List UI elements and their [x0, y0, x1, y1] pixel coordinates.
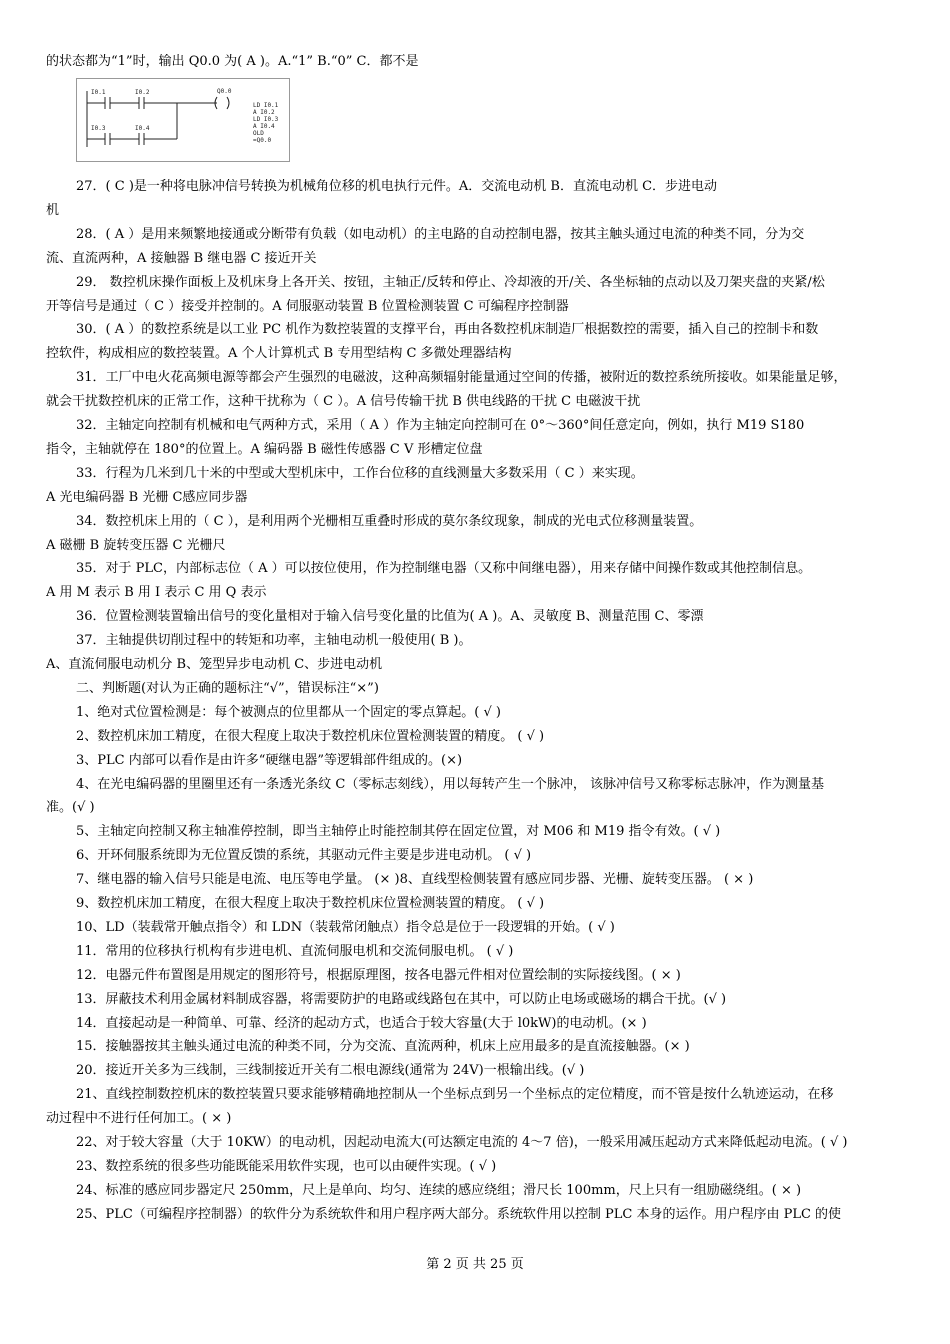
stl-line: A I0.2 — [253, 109, 275, 116]
text-line: 20．接近开关多为三线制，三线制接近开关有二根电源线(通常为 24V)一根输出线。(√ ) — [76, 1063, 585, 1078]
text-line: A 磁栅 B 旋转变压器 C 光栅尺 — [46, 538, 226, 553]
text-line: 1、绝对式位置检测是：每个被测点的位里都从一个固定的零点算起。( √ ) — [76, 705, 501, 720]
stl-line: A I0.4 — [253, 123, 275, 130]
text-line: 14．直接起动是一种简单、可靠、经济的起动方式，也适合于较大容量(大于 l0kW)的电动机。(× ) — [76, 1016, 647, 1031]
text-line: 指令，主轴就停在 180°的位置上。A 编码器 B 磁性传感器 C V 形槽定位盘 — [46, 442, 483, 457]
text-line: 6、开环伺服系统即为无位置反馈的系统，其驱动元件主要是步进电动机。 ( √ ) — [76, 848, 532, 863]
text-line: 13．屏蔽技术利用金属材料制成容器，将需要防护的电路或线路包在其中，可以防止电场或磁场的耦合干扰。(√ ) — [76, 992, 727, 1007]
contact-label: I0.4 — [135, 125, 150, 132]
text-line: 动过程中不进行任何加工。( × ) — [46, 1111, 232, 1126]
text-line: 10、LD（装载常开触点指令）和 LDN（装载常闭触点）指令总是位于一段逻辑的开始。( √ ) — [76, 920, 615, 935]
text-line: 34．数控机床上用的（ C ），是利用两个光栅相互重叠时形成的莫尔条纹现象，制成的光电式位移测量装置。 — [76, 514, 703, 529]
stl-line: OLD — [253, 130, 264, 137]
text-line: 35．对于 PLC，内部标志位（ A ）可以按位使用，作为控制继电器（又称中间继电器），用来存储中间操作数或其他控制信息。 — [76, 561, 812, 576]
text-line: 4、在光电编码器的里圈里还有一条透光条纹 C（零标志刻线），用以每转产生一个脉冲， 该脉冲信号又称零标志脉冲，作为测量基 — [76, 777, 824, 792]
text-line: 24、标准的感应同步器定尺 250mm，尺上是单向、均匀、连续的感应绕组；滑尺长 100mm，尺上只有一组励磁绕组。( × ) — [76, 1183, 802, 1198]
text-line: 11．常用的位移执行机构有步进电机、直流伺服电机和交流伺服电机。 ( √ ) — [76, 944, 514, 959]
stl-line: LD I0.1 — [253, 102, 279, 109]
text-line: 7、继电器的输入信号只能是电流、电压等电学量。 (× )8、直线型检侧装置有感应同步器、光栅、旋转变压器。 ( × ) — [76, 872, 754, 887]
text-line: 30．( A ）的数控系统是以工业 PC 机作为数控装置的支撑平台，再由各数控机床制造厂根据数控的需要，插入自己的控制卡和数 — [76, 322, 819, 337]
ladder-svg — [77, 79, 289, 161]
text-line: A、直流伺服电动机分 B、笼型异步电动机 C、步进电动机 — [46, 657, 383, 672]
text-line: 37．主轴提供切削过程中的转矩和功率，主轴电动机一般使用( B )。 — [76, 633, 472, 648]
text-line: 开等信号是通过（ C ）接受并控制的。A 伺服驱动装置 B 位置检测装置 C 可编程序控制器 — [46, 299, 569, 314]
text-line: 29． 数控机床操作面板上及机床身上各开关、按钮，主轴正/反转和停止、冷却液的开/关、各坐标轴的点动以及刀架夹盘的夹紧/松 — [76, 275, 825, 290]
text-line: 28．( A ）是用来频繁地接通或分断带有负载（如电动机）的主电路的自动控制电器，按其主触头通过电流的种类不同，分为交 — [76, 227, 805, 242]
question-26-tail: 的状态都为“1”时，输出 Q0.0 为( A )。A.“1” B.“0” C．都不是 — [46, 54, 419, 69]
text-line: 27．( C )是一种将电脉冲信号转换为机械角位移的机电执行元件。A．交流电动机 B．直流电动机 C．步进电动 — [76, 179, 718, 194]
text-line: 12．电器元件布置图是用规定的图形符号，根据原理图，按各电器元件相对位置绘制的实际接线图。( × ) — [76, 968, 681, 983]
text-line: 控软件，构成相应的数控装置。A 个人计算机式 B 专用型结构 C 多微处理器结构 — [46, 346, 512, 361]
coil-label: Q0.0 — [217, 88, 232, 95]
text-line: 36．位置检测装置输出信号的变化量相对于输入信号变化量的比值为( A )。A、灵敏度 B、测量范围 C、零漂 — [76, 609, 704, 624]
text-line: 21、直线控制数控机床的数控装置只要求能够精确地控制从一个坐标点到另一个坐标点的定位精度，而不管是按什么轨迹运动，在移 — [76, 1087, 834, 1102]
text-line: 9、数控机床加工精度，在很大程度上取决于数控机床位置检测装置的精度。 ( √ ) — [76, 896, 545, 911]
contact-label: I0.1 — [91, 89, 106, 96]
text-line: 15．接触器按其主触头通过电流的种类不同，分为交流、直流两种，机床上应用最多的是直流接触器。(× ) — [76, 1039, 690, 1054]
text-line: 3、PLC 内部可以看作是由许多“硬继电器”等逻辑部件组成的。(×) — [76, 753, 463, 768]
text-line: 5、主轴定向控制又称主轴准停控制，即当主轴停止时能控制其停在固定位置，对 M06 和 M19 指令有效。( √ ) — [76, 824, 721, 839]
text-line: 22、对于较大容量（大于 10KW）的电动机，因起动电流大(可达额定电流的 4～7 倍)，一般采用减压起动方式来降低起动电流。( √ ) — [76, 1135, 848, 1150]
contact-label: I0.2 — [135, 89, 150, 96]
text-line: 机 — [46, 203, 60, 218]
text-line: 流、直流两种，A 接触器 B 继电器 C 接近开关 — [46, 251, 317, 266]
ladder-diagram — [76, 78, 290, 162]
text-line: 33．行程为几米到几十米的中型或大型机床中，工作台位移的直线测量大多数采用（ C ）来实现。 — [76, 466, 644, 481]
text-line: 23、数控系统的很多些功能既能采用软件实现，也可以由硬件实现。( √ ) — [76, 1159, 497, 1174]
contact-label: I0.3 — [91, 125, 106, 132]
text-line: 32．主轴定向控制有机械和电气两种方式，采用（ A ）作为主轴定向控制可在 0°～360°间任意定向，例如，执行 M19 S180 — [76, 418, 805, 433]
text-line: 25、PLC（可编程序控制器）的软件分为系统软件和用户程序两大部分。系统软件用以控制 PLC 本身的运作。用户程序由 PLC 的使 — [76, 1207, 842, 1222]
page-footer: 第 2 页 共 25 页 — [426, 1257, 524, 1272]
stl-line: LD I0.3 — [253, 116, 279, 123]
text-line: 就会干扰数控机床的正常工作，这种干扰称为（ C ）。A 信号传输干扰 B 供电线路的干扰 C 电磁波干扰 — [46, 394, 641, 409]
text-line: 31．工厂中电火花高频电源等都会产生强烈的电磁波，这种高频辐射能量通过空间的传播，被附近的数控系统所接收。如果能量足够， — [76, 370, 847, 385]
text-line: A 光电编码器 B 光栅 C感应同步器 — [46, 490, 248, 505]
stl-line: =Q0.0 — [253, 137, 272, 144]
text-line: 准。(√ ) — [46, 800, 95, 815]
text-line: 二、判断题(对认为正确的题标注“√”，错误标注“×”) — [76, 681, 379, 696]
text-line: A 用 M 表示 B 用 I 表示 C 用 Q 表示 — [46, 585, 267, 600]
text-line: 2、数控机床加工精度，在很大程度上取决于数控机床位置检测装置的精度。 ( √ ) — [76, 729, 545, 744]
